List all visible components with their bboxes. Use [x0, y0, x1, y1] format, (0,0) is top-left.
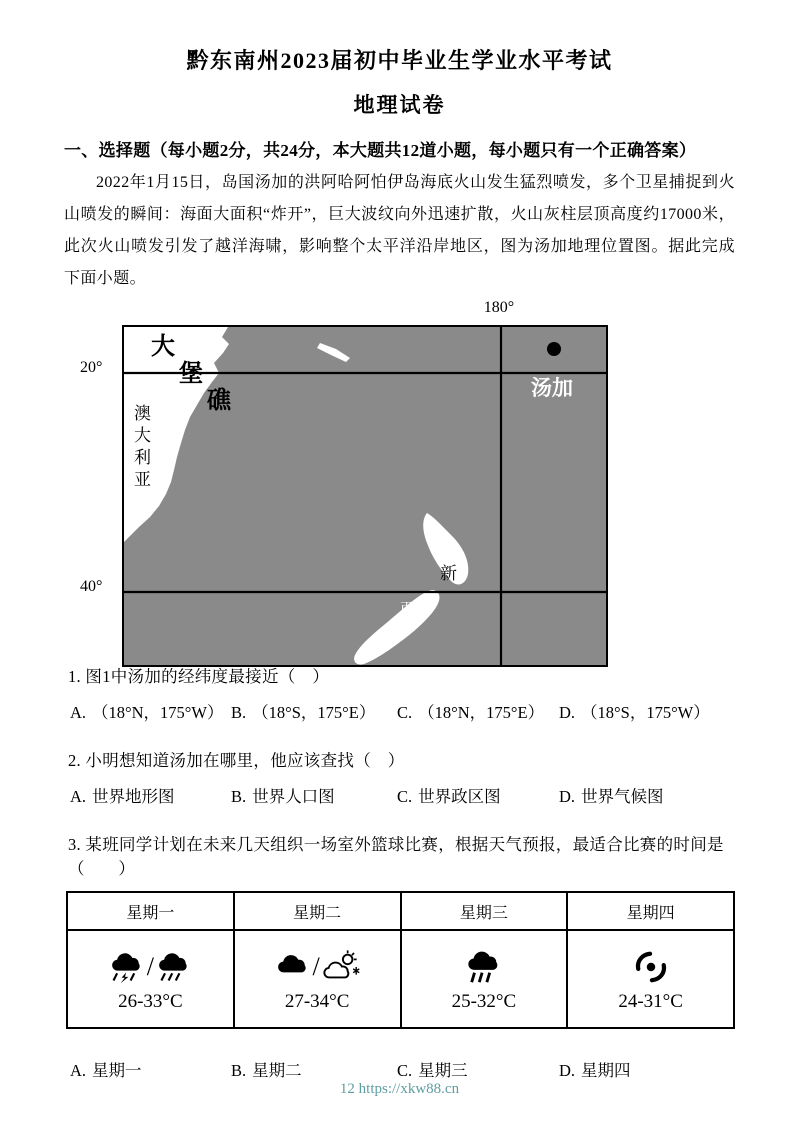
page-footer: [64, 1081, 735, 1122]
sun-cloud-icon: [322, 949, 360, 985]
weather-forecast-table: [66, 891, 735, 1029]
heavy-rain-icon: [465, 949, 503, 985]
temperature-range-wednesday: 25-32°C: [451, 991, 517, 1012]
weather-cell-tuesday: [234, 930, 401, 1028]
map-latitude-20-label: 20°: [80, 359, 103, 377]
question-2-option-a: A. 世界地形图: [70, 787, 175, 806]
tonga-label: 汤加: [531, 376, 573, 401]
weather-day-header-tuesday: 星期二: [234, 892, 401, 930]
weather-header-row: [67, 892, 734, 930]
great-barrier-reef-char-1: 大: [151, 334, 175, 361]
question-3-option-c: C. 星期三: [397, 1061, 468, 1080]
footer-link[interactable]: 12 https://xkw88.cn: [339, 1081, 460, 1097]
question-3-option-a: A. 星期一: [70, 1061, 142, 1080]
question-1-option-c: C. （18°N，175°E）: [397, 703, 545, 722]
question-2-option-d: D. 世界气候图: [559, 787, 664, 806]
typhoon-icon: [634, 950, 668, 984]
weather-day-header-thursday: 星期四: [567, 892, 734, 930]
australia-label-char-3: 利: [134, 448, 151, 468]
icon-separator-slash: /: [312, 952, 320, 981]
tonga-location-map: [80, 299, 604, 650]
map-latitude-40-label: 40°: [80, 578, 103, 596]
rain-icon: [156, 950, 192, 984]
new-zealand-label-char-2: 西: [400, 600, 417, 620]
new-zealand-label-char-3: 兰: [378, 630, 395, 650]
weather-cell-wednesday: [401, 930, 568, 1028]
tonga-island-dot: [547, 342, 561, 356]
weather-body-row: [67, 930, 734, 1028]
great-barrier-reef-char-2: 堡: [179, 361, 203, 388]
weather-day-header-wednesday: 星期三: [401, 892, 568, 930]
new-zealand-label-char-1: 新: [440, 564, 457, 584]
page-title: 黔东南州2023届初中毕业生学业水平考试: [186, 48, 613, 73]
australia-label-char-4: 亚: [134, 470, 151, 490]
icon-separator-slash: /: [146, 952, 154, 981]
question-1-option-a: A. （18°N，175°W）: [70, 703, 224, 722]
thunder-shower-icon: [109, 950, 145, 984]
section-heading: 一、选择题（每小题2分，共24分，本大题共12道小题，每小题只有一个正确答案）: [64, 141, 697, 161]
temperature-range-tuesday: 27-34°C: [284, 991, 350, 1012]
question-1-option-b: B. （18°S，175°E）: [231, 703, 376, 722]
page-subtitle: 地理试卷: [353, 92, 446, 117]
question-1-options: [70, 699, 735, 723]
temperature-range-monday: 26-33°C: [118, 991, 183, 1012]
question-2: 2. 小明想知道汤加在哪里，他应该查找（ ）: [68, 751, 405, 770]
cloudy-icon: [275, 950, 311, 984]
weather-day-header-monday: 星期一: [67, 892, 234, 930]
question-2-options: [70, 783, 735, 807]
question-1: 1. 图1中汤加的经纬度最接近（ ）: [68, 667, 330, 686]
question-1-option-d: D. （18°S，175°W）: [559, 703, 710, 722]
question-2-option-c: C. 世界政区图: [397, 787, 501, 806]
pacific-map-svg: [122, 325, 608, 667]
great-barrier-reef-char-3: 礁: [207, 388, 231, 415]
question-3-option-b: B. 星期二: [231, 1061, 302, 1080]
weather-cell-thursday: [567, 930, 734, 1028]
question-2-option-b: B. 世界人口图: [231, 787, 335, 806]
australia-label-char-2: 大: [134, 426, 151, 446]
australia-label-char-1: 澳: [134, 404, 151, 424]
map-longitude-180-label: 180°: [483, 299, 515, 317]
temperature-range-thursday: 24-31°C: [618, 991, 683, 1012]
intro-paragraph: 2022年1月15日，岛国汤加的洪阿哈阿怕伊岛海底火山发生猛烈喷发，多个卫星捕捉到火山喷发的瞬间：海面大面积“炸开”，巨大波纹向外迅速扩散，火山灰柱层顶高度约17000米，此次火山喷发引发了越洋海啸，影响整个太平洋沿岸地区，图为汤加地理位置图。据此完成下面小题。: [64, 174, 735, 288]
question-3: 3. 某班同学计划在未来几天组织一场室外篮球比赛，根据天气预报，最适合比赛的时间是（ ）: [68, 835, 724, 878]
question-3-option-d: D. 星期四: [559, 1061, 631, 1080]
question-3-options: [70, 1057, 735, 1081]
weather-cell-monday: [67, 930, 234, 1028]
